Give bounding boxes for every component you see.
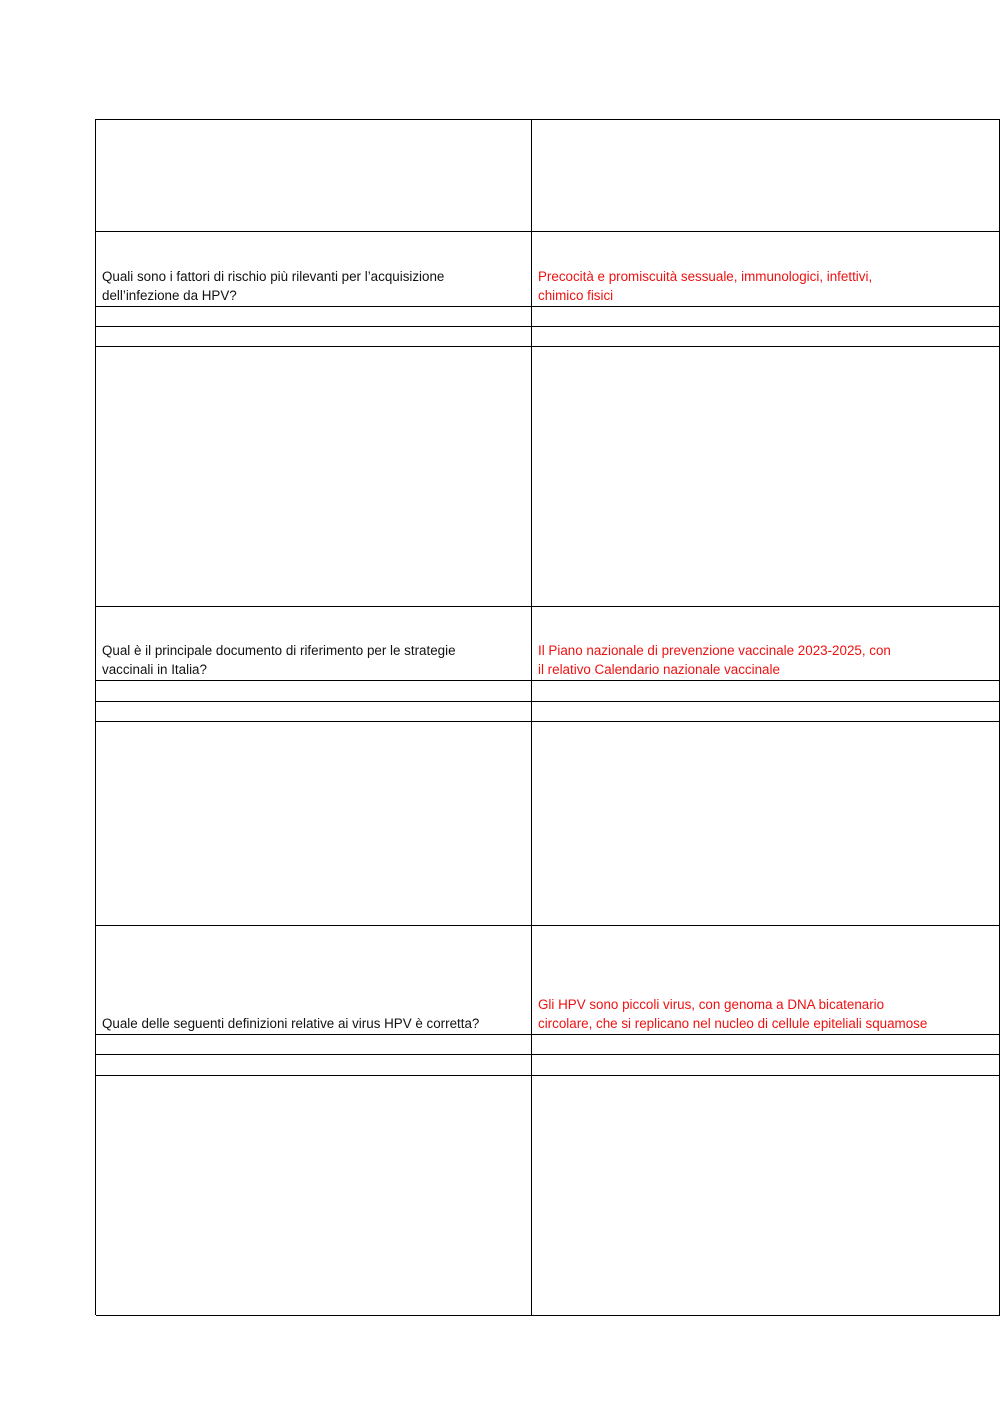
answer-cell — [532, 307, 1000, 326]
table-row — [96, 307, 1000, 327]
table-row — [96, 327, 1000, 347]
question-cell — [96, 1035, 532, 1054]
answer-cell — [532, 722, 1000, 925]
table-row — [96, 1035, 1000, 1055]
answer-cell — [532, 1055, 1000, 1075]
question-cell — [96, 1055, 532, 1075]
answer-cell — [532, 347, 1000, 606]
table-row — [96, 1055, 1000, 1076]
quiz-table — [95, 119, 1000, 1315]
answer-cell: Precocità e promiscuità sessuale, immunologici, infettivi, chimico fisici — [532, 232, 1000, 306]
table-row — [96, 232, 1000, 307]
table-row — [96, 702, 1000, 722]
question-cell — [96, 702, 532, 721]
answer-cell — [532, 702, 1000, 721]
table-row — [96, 347, 1000, 607]
answer-cell: Il Piano nazionale di prevenzione vaccinale 2023-2025, con il relativo Calendario nazionale vaccinale — [532, 607, 1000, 680]
answer-cell — [532, 681, 1000, 701]
table-row — [96, 926, 1000, 1035]
question-cell — [96, 681, 532, 701]
question-cell: Qual è il principale documento di riferimento per le strategie vaccinali in Italia? — [96, 607, 532, 680]
question-cell: Quali sono i fattori di rischio più rilevanti per l’acquisizione dell’infezione da HPV? — [96, 232, 532, 306]
table-row — [96, 120, 1000, 232]
table-row — [96, 607, 1000, 681]
table-row — [96, 722, 1000, 926]
question-cell — [96, 722, 532, 925]
question-cell — [96, 347, 532, 606]
question-cell — [96, 307, 532, 326]
question-cell — [96, 1076, 532, 1315]
table-row — [96, 681, 1000, 702]
answer-cell — [532, 1035, 1000, 1054]
question-cell — [96, 120, 532, 231]
answer-cell — [532, 1076, 1000, 1315]
question-cell: Quale delle seguenti definizioni relative ai virus HPV è corretta? — [96, 926, 532, 1034]
question-cell — [96, 327, 532, 346]
answer-cell — [532, 120, 1000, 231]
table-row — [96, 1076, 1000, 1316]
answer-cell: Gli HPV sono piccoli virus, con genoma a DNA bicatenario circolare, che si replicano nel nucleo di cellule epiteliali squamose — [532, 926, 1000, 1034]
answer-cell — [532, 327, 1000, 346]
